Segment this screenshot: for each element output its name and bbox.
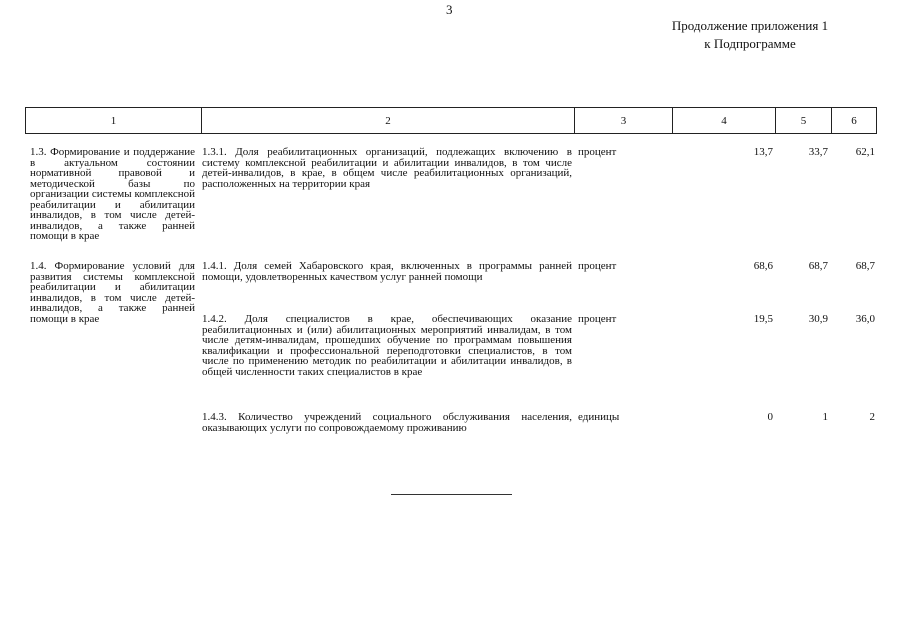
table-row-4-col4: 0	[767, 411, 773, 423]
table-row-2-task: 1.4. Формирование условий для развития системы комплексной реабилитации и абилитации инвалидов, в том числе детей-инвалидов, а также ранней помощи в крае	[30, 260, 195, 325]
header-col-3: 3	[574, 107, 673, 134]
table-row-4-unit: единицы	[578, 411, 620, 423]
table-header-row	[25, 107, 877, 135]
header-col-4: 4	[672, 107, 776, 134]
header-col-1: 1	[25, 107, 202, 134]
table-row-1-col5: 33,7	[808, 146, 828, 158]
table-row-2-indicator: 1.4.1. Доля семей Хабаровского края, включенных в программы ранней помощи, удовлетворенных качеством услуг ранней помощи	[202, 260, 572, 283]
table-row-2-col5: 68,7	[808, 260, 828, 272]
table-row-4-indicator: 1.4.3. Количество учреждений социального обслуживания населения, оказывающих услуги по сопровождаемому проживанию	[202, 411, 572, 434]
table-row-2-col6: 68,7	[855, 260, 875, 272]
table-row-2-col4: 68,6	[753, 260, 773, 272]
page-number: 3	[446, 2, 453, 17]
table-row-1-indicator: 1.3.1. Доля реабилитационных организаций, подлежащих включению в систему комплексной реабилитации и абилитации инвалидов, в том числе детей-инвалидов, в крае, в общем числе реабилитационных организаций, расположенных на территории края	[202, 146, 572, 190]
header-col-2: 2	[201, 107, 575, 134]
table-row-3-col4: 19,5	[753, 313, 773, 325]
continuation-heading	[640, 17, 860, 53]
end-separator-line	[391, 494, 512, 495]
table-row-3-unit: процент	[578, 313, 617, 325]
table-row-3-col5: 30,9	[808, 313, 828, 325]
table-row-1-col6: 62,1	[855, 146, 875, 158]
table-row-4-col6: 2	[869, 411, 875, 423]
table-row-3-indicator: 1.4.2. Доля специалистов в крае, обеспечивающих оказание реабилитационных и (или) абилитационных мероприятий инвалидам, в том числе детям-инвалидам, прошедших обучение по программам повышения квалификации и профессиональной переподготовки специалистов, в том числе по применению методик по реабилитации и абилитации инвалидов, в общей численности таких специалистов в крае	[202, 313, 572, 378]
header-col-5: 5	[775, 107, 832, 134]
table-row-3-col6: 36,0	[855, 313, 875, 325]
table-row-1-task: 1.3. Формирование и поддержание в актуальном состоянии нормативной правовой и методической базы по организации системы комплексной реабилитации и абилитации инвалидов, в том числе детей-инвалидов, а также ранней помощи в крае	[30, 146, 195, 242]
table-row-1-unit: процент	[578, 146, 617, 158]
header-col-6: 6	[831, 107, 877, 134]
continuation-line-1: Продолжение приложения 1	[671, 18, 829, 33]
table-row-2-unit: процент	[578, 260, 617, 272]
continuation-line-2: к Подпрограмме	[704, 36, 796, 51]
table-row-1-col4: 13,7	[753, 146, 773, 158]
table-row-4-col5: 1	[822, 411, 828, 423]
